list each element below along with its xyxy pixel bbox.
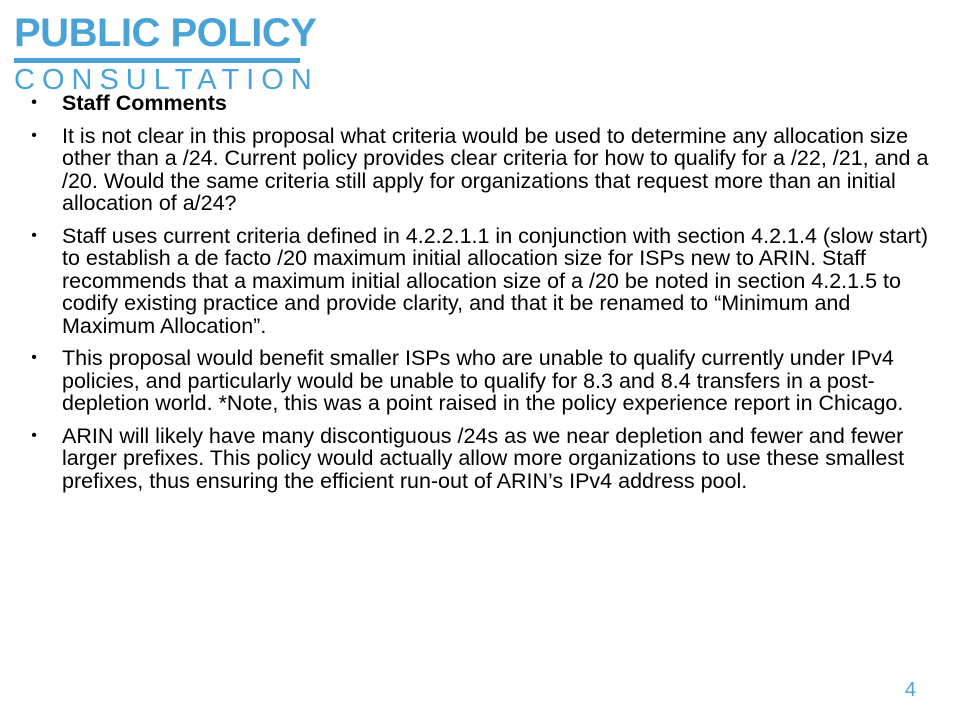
bullet-item-benefit <box>28 347 938 415</box>
bullet-icon: • <box>31 226 37 244</box>
bullet-icon: • <box>31 94 37 111</box>
header-divider <box>14 58 300 63</box>
header-subtitle: CONSULTATION <box>14 64 319 96</box>
bullet-text: Staff Comments <box>62 91 227 115</box>
bullet-text: This proposal would benefit smaller ISPs who are unable to qualify currently under IPv4 policies, and particularly would be unable to qualify for 8.3 and 8.4 transfers in a post-depletion world. *Note, this was a point raised in the policy experience report in Chicago. <box>62 346 904 415</box>
bullet-item-staff-comments <box>28 92 938 115</box>
header-title: PUBLIC POLICY <box>14 11 317 55</box>
bullet-list <box>28 92 938 492</box>
bullet-item-depletion <box>28 425 938 493</box>
bullet-icon: • <box>31 426 37 444</box>
bullet-item-staff-recommendation <box>28 225 938 338</box>
slide-content <box>28 92 938 502</box>
bullet-icon: • <box>31 126 37 144</box>
header-logo <box>14 10 319 96</box>
bullet-text: It is not clear in this proposal what criteria would be used to determine any allocation size other than a /24. Current policy provides clear criteria for how to qualify for a /22, /21, and a /20. Would the same criteria still apply for organizations that request more than an initial allocation of a/24? <box>62 123 929 215</box>
bullet-item-criteria-question <box>28 125 938 215</box>
page-number: 4 <box>904 679 916 701</box>
bullet-icon: • <box>31 349 37 366</box>
bullet-text: Staff uses current criteria defined in 4.2.2.1.1 in conjunction with section 4.2.1.4 (slow start) to establish a de facto /20 maximum initial allocation size for ISPs new to ARIN. Staff recommends that a maximum initial allocation size of a /20 be noted in section 4.2.1.5 to codify existing practice and provide clarity, and that it be renamed to “Minimum and Maximum Allocation”. <box>62 223 929 338</box>
bullet-text: ARIN will likely have many discontiguous /24s as we near depletion and fewer and fewer larger prefixes. This policy would actually allow more organizations to use these smallest prefixes, thus ensuring the efficient run-out of ARIN’s IPv4 address pool. <box>62 423 905 493</box>
